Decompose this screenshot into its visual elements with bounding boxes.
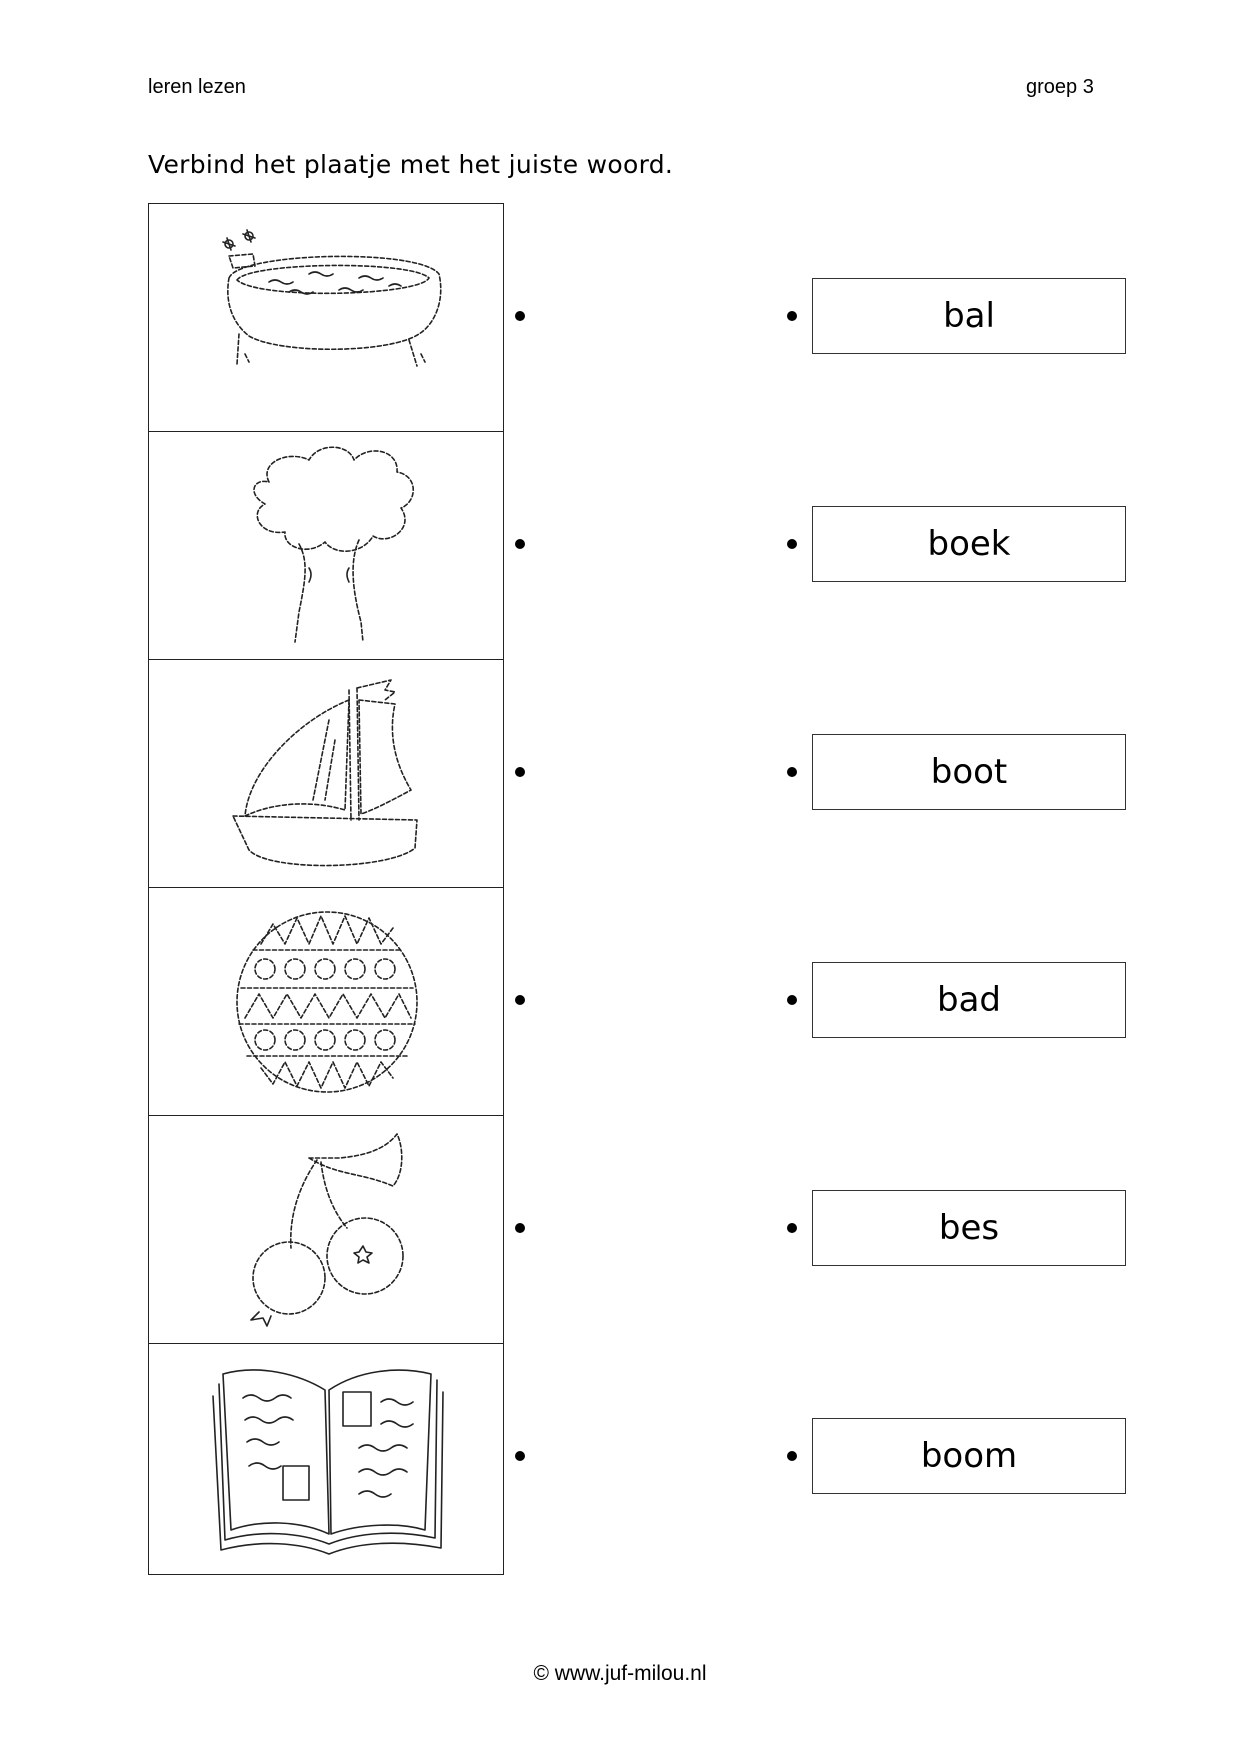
picture-connector-dot-5[interactable] xyxy=(515,1223,525,1233)
book-icon xyxy=(149,1344,505,1572)
word-box[interactable]: bad xyxy=(812,962,1126,1038)
ball-icon xyxy=(149,888,505,1116)
berries-icon xyxy=(149,1116,505,1344)
instruction-text: Verbind het plaatje met het juiste woord. xyxy=(148,150,674,179)
picture-connector-dot-2[interactable] xyxy=(515,539,525,549)
picture-cell-ball xyxy=(149,888,503,1116)
picture-cell-bathtub xyxy=(149,204,503,432)
word-box[interactable]: boek xyxy=(812,506,1126,582)
header-subject: leren lezen xyxy=(148,76,246,98)
word-connector-dot-4[interactable] xyxy=(787,995,797,1005)
tree-icon xyxy=(149,432,505,660)
word-connector-dot-5[interactable] xyxy=(787,1223,797,1233)
word-connector-dot-2[interactable] xyxy=(787,539,797,549)
picture-cell-berries xyxy=(149,1116,503,1344)
word-box[interactable]: bes xyxy=(812,1190,1126,1266)
word-box[interactable]: bal xyxy=(812,278,1126,354)
word-box[interactable]: boom xyxy=(812,1418,1126,1494)
word-connector-dot-6[interactable] xyxy=(787,1451,797,1461)
word-connector-dot-1[interactable] xyxy=(787,311,797,321)
footer-copyright: © www.juf-milou.nl xyxy=(533,1662,707,1685)
bathtub-icon xyxy=(149,204,505,432)
header-group: groep 3 xyxy=(1026,76,1094,98)
picture-cell-sailboat xyxy=(149,660,503,888)
word-connector-dot-3[interactable] xyxy=(787,767,797,777)
picture-connector-dot-4[interactable] xyxy=(515,995,525,1005)
picture-connector-dot-3[interactable] xyxy=(515,767,525,777)
picture-connector-dot-6[interactable] xyxy=(515,1451,525,1461)
picture-cell-tree xyxy=(149,432,503,660)
picture-connector-dot-1[interactable] xyxy=(515,311,525,321)
word-box[interactable]: boot xyxy=(812,734,1126,810)
picture-cell-book xyxy=(149,1344,503,1572)
sailboat-icon xyxy=(149,660,505,888)
picture-column xyxy=(148,203,504,1575)
